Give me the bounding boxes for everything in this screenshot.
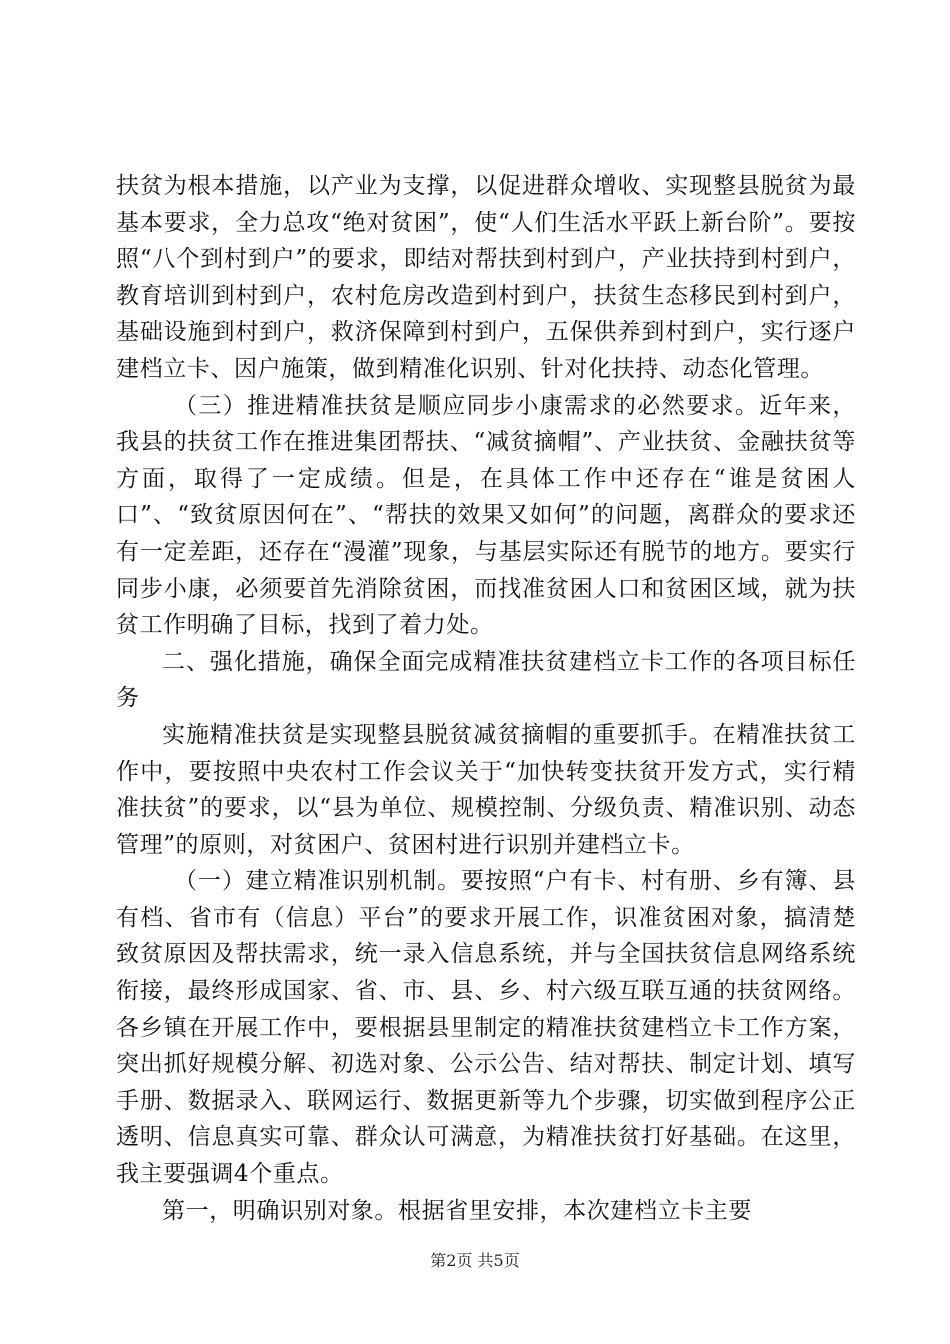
paragraph-continuation: 扶贫为根本措施，以产业为支撑，以促进群众增收、实现整县脱贫为最基本要求，全力总攻“绝对贫困”，使“人们生活水平跃上新台阶”。要按照“八个到村到户”的要求，即结对帮扶到村到户，产业扶持到村到户，教育培训到村到户，农村危房改造到村到户，扶贫生态移民到村到户，基础设施到村到户，救济保障到村到户，五保供养到村到户，实行逐户建档立卡、因户施策，做到精准化识别、针对化扶持、动态化管理。 (116, 173, 856, 382)
paragraph-section-three: （三）推进精准扶贫是顺应同步小康需求的必然要求。近年来，我县的扶贫工作在推进集团帮扶、“减贫摘帽”、产业扶贫、金融扶贫等方面，取得了一定成绩。但是，在具体工作中还存在“谁是贫困人口”、“致贫原因何在”、“帮扶的效果又如何”的问题，离群众的要求还有一定差距，还存在“漫灌”现象，与基层实际还有脱节的地方。要实行同步小康，必须要首先消除贫困，而找准贫困人口和贫困区域，就为扶贫工作明确了目标，找到了着力处。 (116, 392, 856, 639)
paragraph-implementation: 实施精准扶贫是实现整县脱贫减贫摘帽的重要抓手。在精准扶贫工作中，要按照中央农村工作会议关于“加快转变扶贫开发方式，实行精准扶贫”的要求，以“县为单位、规模控制、分级负责、精准识别、动态管理”的原则，对贫困户、贫困村进行识别并建档立卡。 (116, 721, 856, 858)
section-heading-two: 二、强化措施，确保全面完成精准扶贫建档立卡工作的各项目标任务 (116, 648, 856, 712)
document-body (116, 168, 856, 1229)
page-number-footer: 第2页 共5页 (430, 1251, 520, 1270)
paragraph-mechanism: （一）建立精准识别机制。要按照“户有卡、村有册、乡有簿、县有档、省市有（信息）平台”的要求开展工作，识准贫困对象，搞清楚致贫原因及帮扶需求，统一录入信息系统，并与全国扶贫信息网络系统衔接，最终形成国家、省、市、县、乡、村六级互联互通的扶贫网络。各乡镇在开展工作中，要根据县里制定的精准扶贫建档立卡工作方案，突出抓好规模分解、初选对象、公示公告、结对帮扶、制定计划、填写手册、数据录入、联网运行、数据更新等九个步骤，切实做到程序公正透明、信息真实可靠、群众认可满意，为精准扶贫打好基础。在这里，我主要强调4个重点。 (116, 868, 856, 1188)
paragraph-first-point: 第一，明确识别对象。根据省里安排，本次建档立卡主要 (162, 1197, 752, 1224)
